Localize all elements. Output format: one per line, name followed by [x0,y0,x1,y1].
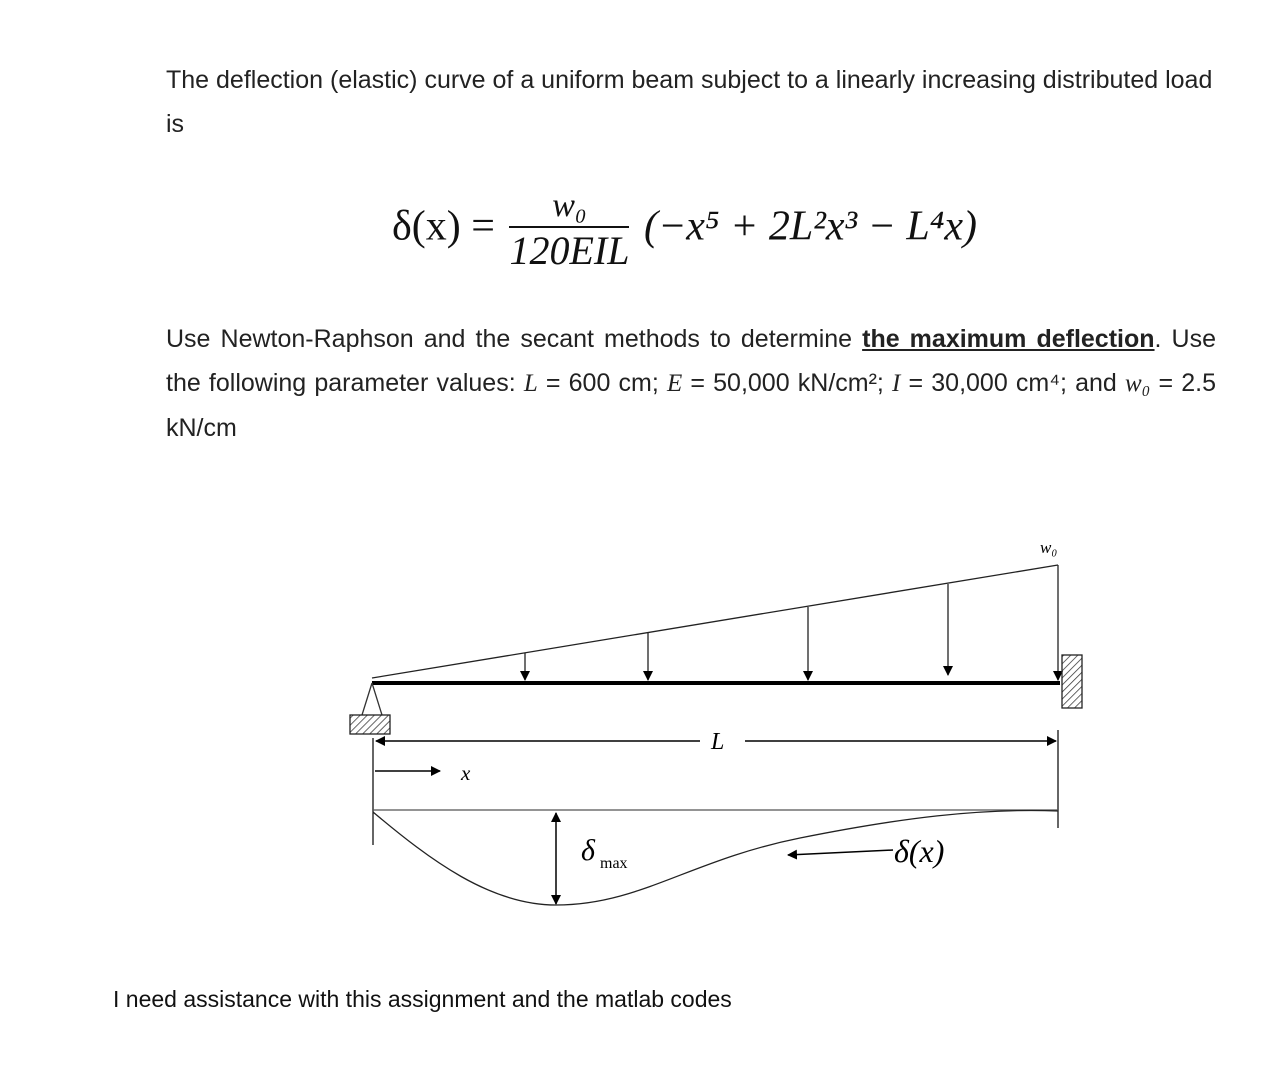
param-I-symbol: I [892,370,901,397]
param-E-symbol: E [666,370,683,397]
load-label: w₀ [1040,538,1058,557]
question-text: I need assistance with this assignment and the matlab codes [113,986,732,1012]
intro-text: The deflection (elastic) curve of a uniform beam subject to a linearly increasing distributed load is [166,66,1213,138]
equation-lhs: δ(x) = [392,203,495,250]
equation-numerator: w₀ [509,186,629,228]
task-part1: Use Newton-Raphson and the secant methods to determine [166,325,863,353]
param-w0-value: = 2.5 kN/cm [166,369,1216,442]
param-E-value: = 50,000 kN/cm²; [682,369,893,397]
dmax-subscript: max [600,855,628,872]
equation-denominator: 120EIL [509,228,630,273]
curve-label: δ(x) [894,833,945,869]
param-L-value: = 600 cm; [537,369,667,397]
deflection-curve [373,810,1058,905]
dmax-label: δ [581,834,595,867]
length-label: L [711,729,725,755]
task-part2: . Use the following parameter values: [166,325,1216,397]
param-w0-symbol: w₀ [1124,370,1151,397]
task-emphasis: the maximum deflection [862,325,1155,353]
equation-rhs: (−x⁵ + 2L²x³ − L⁴x) [643,203,977,250]
x-label: x [461,761,471,785]
param-I-value: = 30,000 cm⁴; and [900,369,1125,397]
param-L-symbol: L [523,370,538,397]
fixed-wall-support [1062,655,1082,708]
curve-pointer-arrow [788,850,893,855]
pin-support [350,683,390,734]
distributed-load [372,565,1058,680]
